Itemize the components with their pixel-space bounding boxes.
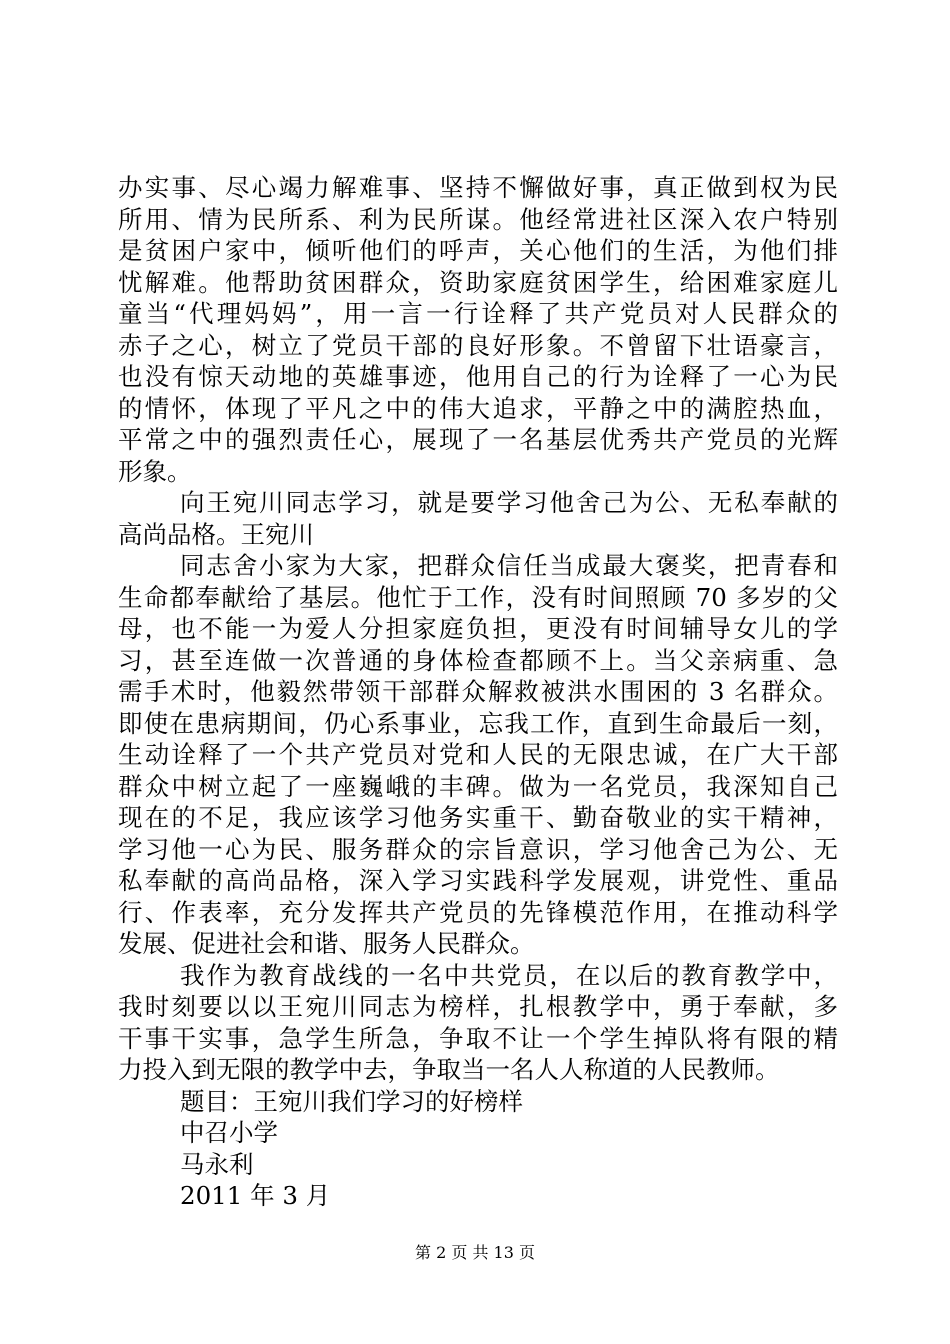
text-line: 母，也不能一为爱人分担家庭负担，更没有时间辅导女儿的学 xyxy=(118,614,838,643)
date: 2011 年 3 月 xyxy=(180,1181,331,1210)
text-line: 平常之中的强烈责任心，展现了一名基层优秀共产党员的光辉 xyxy=(118,425,838,454)
text-line: 需手术时，他毅然带领干部群众解救被洪水围困的 3 名群众。 xyxy=(118,677,838,706)
page-number: 第 2 页 共 13 页 xyxy=(415,1243,535,1262)
text-line: 行、作表率，充分发挥共产党员的先锋模范作用，在推动科学 xyxy=(118,897,838,927)
text-line: 群众中树立起了一座巍峨的丰碑。做为一名党员，我深知自己 xyxy=(118,771,838,801)
signoff xyxy=(118,1086,838,1212)
text-line: 是贫困户家中，倾听他们的呼声，关心他们的生活，为他们排 xyxy=(118,236,838,265)
text-line: 发展、促进社会和谐、服务人民群众。 xyxy=(118,929,535,958)
text-line: 向王宛川同志学习，就是要学习他舍己为公、无私奉献的 xyxy=(180,488,838,517)
text-line: 童当“代理妈妈”，用一言一行诠释了共产党员对人民群众的 xyxy=(118,299,838,328)
text-line: 习，甚至连做一次普通的身体检查都顾不上。当父亲病重、急 xyxy=(118,645,838,675)
text-line: 的情怀，体现了平凡之中的伟大追求，平静之中的满腔热血， xyxy=(118,393,838,423)
text-line: 即使在患病期间，仍心系事业，忘我工作，直到生命最后一刻， xyxy=(118,708,838,738)
text-line: 学习他一心为民、服务群众的宗旨意识，学习他舍己为公、无 xyxy=(118,834,838,864)
text-line: 力投入到无限的教学中去，争取当一名人人称道的人民教师。 xyxy=(118,1055,780,1084)
paragraph-1 xyxy=(118,172,838,487)
document-body xyxy=(118,172,838,1212)
text-line: 忧解难。他帮助贫困群众，资助家庭贫困学生，给困难家庭儿 xyxy=(118,267,838,297)
paragraph-4 xyxy=(118,960,838,1086)
text-line: 我时刻要以以王宛川同志为榜样，扎根教学中，勇于奉献，多 xyxy=(118,992,838,1021)
text-line: 生命都奉献给了基层。他忙于工作，没有时间照顾 70 多岁的父 xyxy=(118,582,838,612)
text-line: 赤子之心，树立了党员干部的良好形象。不曾留下壮语豪言， xyxy=(118,330,838,360)
text-line: 所用、情为民所系、利为民所谋。他经常进社区深入农户特别 xyxy=(118,204,838,234)
text-line: 办实事、尽心竭力解难事、坚持不懈做好事，真正做到权为民 xyxy=(118,173,838,202)
text-line: 生动诠释了一个共产党员对党和人民的无限忠诚，在广大干部 xyxy=(118,740,838,769)
text-line: 形象。 xyxy=(118,456,192,486)
page-footer xyxy=(0,1243,950,1263)
paragraph-2 xyxy=(118,487,838,550)
text-line: 也没有惊天动地的英雄事迹，他用自己的行为诠释了一心为民 xyxy=(118,362,838,391)
text-line: 我作为教育战线的一名中共党员，在以后的教育教学中， xyxy=(180,960,838,990)
text-line: 现在的不足，我应该学习他务实重干、勤奋敬业的实干精神， xyxy=(118,803,838,832)
author-name: 马永利 xyxy=(180,1149,254,1179)
text-line: 干事干实事，急学生所急，争取不让一个学生掉队将有限的精 xyxy=(118,1023,838,1053)
text-line: 同志舍小家为大家，把群众信任当成最大褒奖，把青春和 xyxy=(180,551,838,580)
text-line: 私奉献的高尚品格，深入学习实践科学发展观，讲党性、重品 xyxy=(118,866,838,895)
school-name: 中召小学 xyxy=(180,1118,278,1147)
essay-title: 题目：王宛川我们学习的好榜样 xyxy=(180,1086,523,1116)
text-line: 高尚品格。王宛川 xyxy=(118,519,314,549)
paragraph-3 xyxy=(118,550,838,960)
